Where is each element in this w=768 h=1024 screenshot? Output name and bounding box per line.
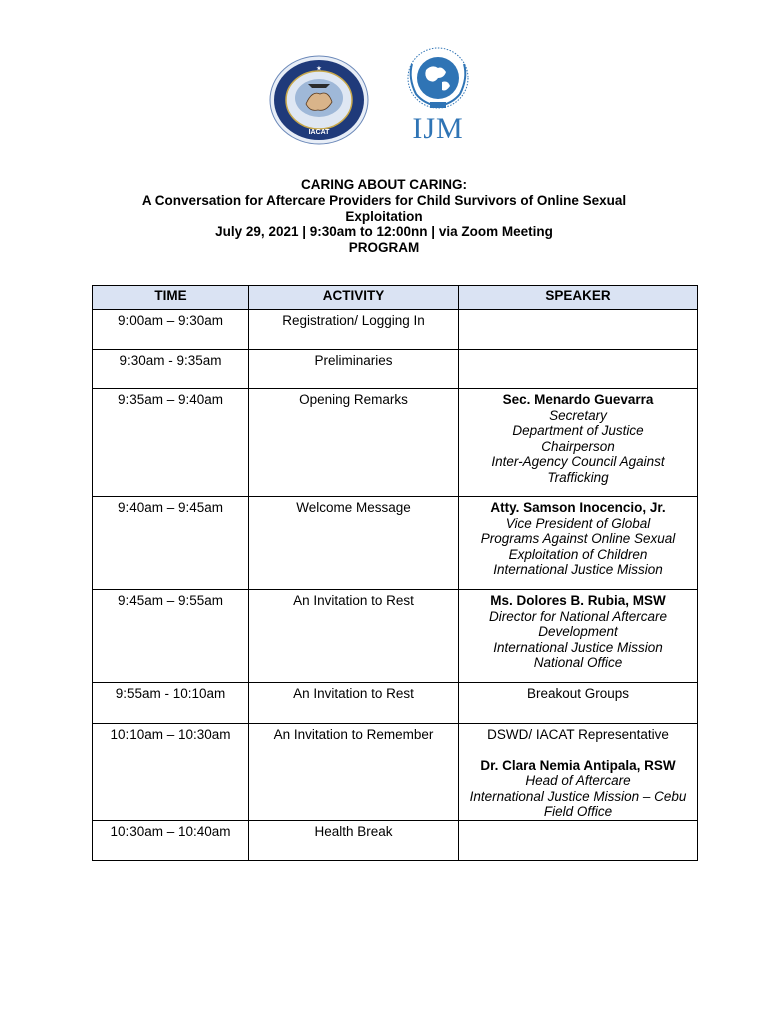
- header-date: July 29, 2021 | 9:30am to 12:00nn | via Zoom Meeting: [215, 224, 553, 240]
- time-cell: 9:00am – 9:30am: [93, 310, 249, 350]
- speaker-name: Ms. Dolores B. Rubia, MSW: [490, 593, 666, 608]
- activity-cell: Registration/ Logging In: [249, 310, 459, 350]
- table-row: [93, 350, 698, 389]
- iacat-abbrev: IACAT: [308, 129, 330, 136]
- time-cell: 10:30am – 10:40am: [93, 820, 249, 860]
- activity-cell: An Invitation to Rest: [249, 683, 459, 724]
- speaker-detail: Department of Justice: [512, 423, 644, 438]
- time-cell: 9:55am - 10:10am: [93, 683, 249, 724]
- speaker-detail: Field Office: [543, 804, 613, 819]
- speaker-detail: Inter-Agency Council Against: [491, 454, 665, 469]
- header-subtitle-line2: Exploitation: [345, 208, 423, 224]
- speaker-detail: International Justice Mission: [493, 639, 663, 655]
- speaker-name: Dr. Clara Nemia Antipala, RSW: [480, 757, 676, 773]
- table-row: [93, 389, 698, 497]
- iacat-logo: [268, 54, 370, 146]
- program-header: [0, 177, 768, 256]
- table-row: [93, 820, 698, 860]
- speaker-detail: Exploitation of Children: [508, 546, 648, 562]
- speaker-detail: International Justice Mission: [493, 562, 663, 577]
- time-cell: 9:30am - 9:35am: [93, 350, 249, 389]
- activity-cell: Welcome Message: [249, 497, 459, 590]
- col-header-speaker: SPEAKER: [459, 286, 698, 310]
- speaker-detail: Director for National Aftercare: [488, 608, 668, 624]
- time-cell: 9:35am – 9:40am: [93, 389, 249, 497]
- activity-cell: Opening Remarks: [249, 389, 459, 497]
- speaker-plain: Breakout Groups: [526, 686, 630, 701]
- header-title: CARING ABOUT CARING:: [301, 177, 467, 192]
- program-table: [92, 285, 698, 861]
- table-header-row: [93, 286, 698, 310]
- speaker-cell: [459, 389, 698, 497]
- speaker-detail: Programs Against Online Sexual: [480, 531, 676, 546]
- activity-cell: Preliminaries: [249, 350, 459, 389]
- ijm-logo: [398, 44, 478, 154]
- speaker-cell: [459, 310, 698, 350]
- svg-text:★: ★: [316, 66, 322, 72]
- speaker-cell: [459, 590, 698, 683]
- time-cell: 9:40am – 9:45am: [93, 497, 249, 590]
- speaker-name: Sec. Menardo Guevarra: [502, 392, 654, 407]
- speaker-detail: International Justice Mission – Cebu: [469, 788, 687, 804]
- logo-bar: [0, 50, 768, 160]
- table-row: [93, 497, 698, 590]
- speaker-cell: [459, 683, 698, 724]
- table-row: [93, 590, 698, 683]
- activity-cell: An Invitation to Rest: [249, 590, 459, 683]
- ijm-abbrev: IJM: [412, 112, 464, 145]
- col-header-time: TIME: [93, 286, 249, 310]
- speaker-cell: [459, 497, 698, 590]
- speaker-detail: Chairperson: [541, 438, 615, 454]
- header-program: PROGRAM: [348, 240, 420, 256]
- time-cell: 9:45am – 9:55am: [93, 590, 249, 683]
- activity-cell: Health Break: [249, 820, 459, 860]
- table-row: [93, 310, 698, 350]
- speaker-cell: [459, 820, 698, 860]
- speaker-cell: [459, 350, 698, 389]
- col-header-activity: ACTIVITY: [249, 286, 459, 310]
- time-cell: 10:10am – 10:30am: [93, 724, 249, 821]
- speaker-cell: [459, 724, 698, 821]
- speaker-detail: Secretary: [549, 407, 607, 423]
- speaker-detail: Development: [538, 624, 618, 639]
- speaker-detail: National Office: [533, 655, 623, 670]
- table-row: [93, 683, 698, 724]
- header-subtitle-line1: A Conversation for Aftercare Providers for Child Survivors of Online Sexual: [141, 192, 627, 208]
- speaker-name: Atty. Samson Inocencio, Jr.: [490, 500, 666, 515]
- speaker-detail: Head of Aftercare: [525, 773, 631, 788]
- table-row: [93, 724, 698, 821]
- speaker-detail: Trafficking: [547, 469, 609, 485]
- speaker-plain: DSWD/ IACAT Representative: [487, 727, 669, 742]
- ijm-globe-icon: [398, 44, 478, 114]
- speaker-detail: Vice President of Global: [505, 515, 651, 531]
- activity-cell: An Invitation to Remember: [249, 724, 459, 821]
